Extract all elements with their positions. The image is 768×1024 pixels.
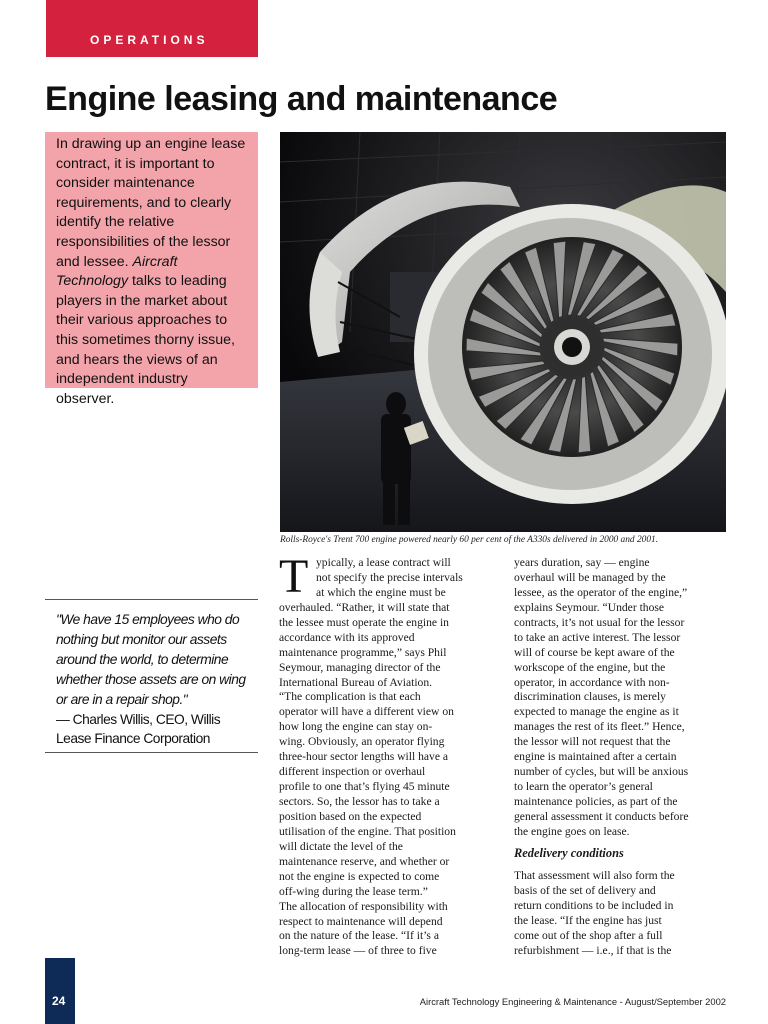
body-column-2 — [514, 556, 729, 958]
engine-photo — [280, 132, 726, 532]
body-text-line: operator, in accordance with non- — [514, 675, 670, 689]
drop-cap: T — [279, 550, 309, 603]
body-text-line: The allocation of responsibility with — [279, 899, 448, 913]
body-text-line: off-wing during the lease term.” — [279, 884, 428, 898]
body-text-line: Seymour, managing director of the — [279, 660, 441, 674]
body-text-line: not the engine is expected to come — [279, 869, 440, 883]
body-text-line: different inspection or overhaul — [279, 765, 426, 779]
body-text-line: International Bureau of Aviation. — [279, 675, 433, 689]
body-text-line: expected to manage the engine as it — [514, 705, 679, 719]
body-text-line: position based on the expected — [279, 809, 422, 823]
body-text-line: ypically, a lease contract will — [316, 556, 451, 569]
section-tab — [46, 0, 258, 57]
body-text-line: operator will have a different view on — [279, 705, 454, 719]
body-text-line: engine is maintained after a certain — [514, 750, 677, 764]
body-text-line: long-term lease — of three to five — [279, 944, 437, 958]
body-text-line: overhaul will be managed by the — [514, 570, 666, 584]
body-text-line: maintenance policies, as part of the — [514, 795, 678, 808]
body-text-line: on the nature of the lease. “If it’s a — [279, 929, 439, 943]
body-column-2-bottom — [514, 869, 729, 959]
body-text-line: explains Seymour. “Under those — [514, 600, 665, 614]
body-text-line: maintenance reserve, and whether or — [279, 854, 450, 868]
body-text-line: manages the rest of its fleet.” Hence, — [514, 720, 685, 734]
engine-photo-illustration — [280, 132, 726, 532]
body-text-line: three-hour sector lengths will have a — [279, 750, 449, 764]
body-text-line: That assessment will also form the — [514, 868, 675, 882]
standfirst-text-end: talks to leading players in the market about their various approaches to this sometimes thorny issue, and hears the views of an independent industry observer. — [56, 273, 235, 407]
body-text-line: basis of the set of delivery and — [514, 883, 656, 897]
body-text-line: will dictate the level of the — [279, 839, 403, 853]
body-text-line: at which the engine must be — [316, 585, 446, 599]
publication-name: Aircraft Technology — [56, 253, 178, 290]
body-text-line: the lessee must operate the engine in — [279, 615, 449, 629]
section-subhead: Redelivery conditions — [514, 845, 624, 860]
page-number: 24 — [45, 958, 75, 1024]
standfirst-box — [45, 132, 258, 407]
footer-publication-line: Aircraft Technology Engineering & Maintenance - August/September 2002 — [419, 996, 726, 1007]
body-text-line: maintenance programme,” says Phil — [279, 645, 447, 659]
body-column-1 — [279, 556, 494, 959]
body-text-line: how long the engine can stay on- — [279, 720, 433, 734]
body-column-2-top — [514, 556, 729, 840]
body-text-line: to take an active interest. The lessor — [514, 630, 681, 644]
pull-quote-text: "We have 15 employees who do nothing but monitor our assets around the world, to determine whether those assets are on wing or are in a repair shop." — [56, 612, 246, 707]
body-text-line: the lessor will not request that the — [514, 735, 671, 749]
standfirst-text-start: In drawing up an engine lease contract, it is important to consider maintenance requirements, and to clearly identify the relative responsibilities of the lessor and lessee. — [56, 136, 246, 270]
pull-quote — [45, 599, 258, 753]
body-text-line: respect to maintenance will depend — [279, 914, 443, 928]
body-text-line: workscope of the engine, but the — [514, 660, 666, 674]
body-text-line: contracts, it’s not usual for the lessor — [514, 615, 685, 629]
article-headline: Engine leasing and maintenance — [45, 80, 558, 118]
body-text-line: overhauled. “Rather, it will state that — [279, 600, 450, 614]
body-text-line: years duration, say — engine — [514, 556, 650, 569]
body-text-line: the engine goes on lease. — [514, 824, 630, 838]
body-text-line: the lease. “If the engine has just — [514, 913, 662, 927]
pull-quote-attribution: — Charles Willis, CEO, Willis Lease Finance Corporation — [56, 711, 221, 747]
body-text-line: to learn the operator’s general — [514, 780, 653, 794]
body-text-line: return conditions to be included in — [514, 898, 674, 912]
body-text-line: accordance with its approved — [279, 630, 415, 644]
body-text-line: refurbishment — i.e., if that is the — [514, 943, 672, 957]
body-text-line: utilisation of the engine. That position — [279, 824, 456, 838]
body-text-line: will of course be kept aware of the — [514, 645, 675, 659]
body-text-line: not specify the precise intervals — [316, 570, 463, 584]
body-text-line: wing. Obviously, an operator flying — [279, 735, 445, 749]
body-text-line: lessee, as the operator of the engine,” — [514, 585, 688, 599]
body-text-line: come out of the shop after a full — [514, 928, 663, 942]
body-text-line: general assessment it conducts before — [514, 809, 689, 823]
body-text-line: discrimination clauses, is merely — [514, 690, 666, 704]
photo-caption: Rolls-Royce's Trent 700 engine powered nearly 60 per cent of the A330s delivered in 2000 and 2001. — [280, 535, 659, 545]
section-label: OPERATIONS — [90, 33, 209, 47]
body-text-line: number of cycles, but will be anxious — [514, 765, 689, 779]
body-text-line: sectors. So, the lessor has to take a — [279, 795, 440, 808]
body-text-line: “The complication is that each — [279, 690, 421, 704]
body-text-line: profile to one that’s flying 45 minute — [279, 780, 450, 794]
